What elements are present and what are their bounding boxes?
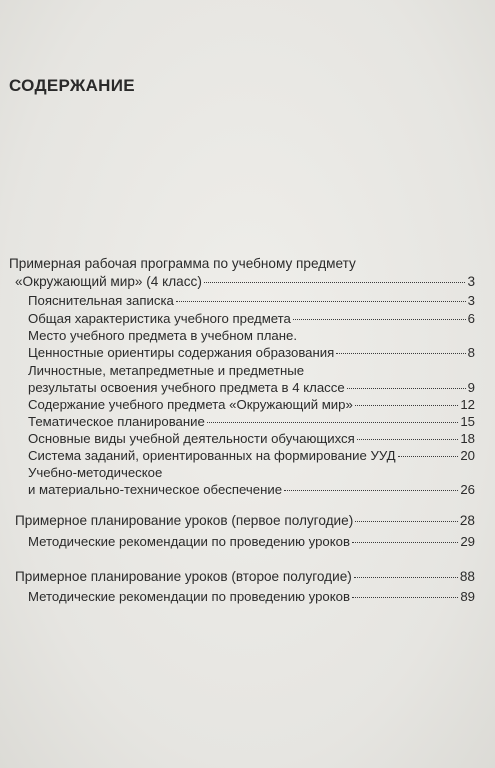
toc-item[interactable] bbox=[28, 345, 475, 361]
dot-leader bbox=[355, 521, 458, 522]
dot-leader bbox=[354, 577, 458, 578]
toc-page-number: 12 bbox=[460, 397, 475, 412]
toc-entry-label: Система заданий, ориентированных на формирование УУД bbox=[28, 448, 396, 463]
dot-leader bbox=[352, 597, 458, 598]
toc-section-2-entry[interactable] bbox=[15, 513, 475, 529]
toc-entry-label: Ценностные ориентиры содержания образования bbox=[28, 345, 335, 360]
toc-entry-label: Содержание учебного предмета «Окружающий мир» bbox=[28, 397, 353, 412]
dot-leader bbox=[398, 456, 459, 457]
toc-entry-label: Пояснительная записка bbox=[28, 293, 174, 308]
toc-page-number: 20 bbox=[460, 448, 475, 463]
dot-leader bbox=[336, 353, 465, 354]
toc-page-number: 6 bbox=[467, 311, 475, 326]
dot-leader bbox=[176, 301, 466, 302]
dot-leader bbox=[207, 422, 458, 423]
toc-page-number: 26 bbox=[460, 482, 475, 497]
dot-leader bbox=[352, 542, 458, 543]
toc-entry-label: Примерное планирование уроков (первое полугодие) bbox=[15, 513, 354, 528]
toc-entry-label: Методические рекомендации по проведению уроков bbox=[28, 534, 350, 549]
toc-item-line1: Личностные, метапредметные и предметные bbox=[28, 363, 305, 378]
page-title: СОДЕРЖАНИЕ bbox=[9, 76, 135, 95]
toc-entry-label: Общая характеристика учебного предмета bbox=[28, 311, 291, 326]
toc-entry-label: Примерное планирование уроков (второе полугодие) bbox=[15, 569, 352, 584]
toc-page-number: 28 bbox=[459, 513, 475, 528]
toc-item[interactable] bbox=[28, 534, 475, 550]
toc-item-line1: Учебно-методическое bbox=[28, 465, 163, 480]
toc-item[interactable] bbox=[28, 589, 475, 605]
toc-section-1-title-line1: Примерная рабочая программа по учебному предмету bbox=[9, 256, 356, 271]
dot-leader bbox=[204, 282, 466, 283]
toc-page-number: 3 bbox=[467, 293, 475, 308]
toc-entry-label: и материально-техническое обеспечение bbox=[28, 482, 283, 497]
toc-page-number: 9 bbox=[467, 380, 475, 395]
toc-item[interactable] bbox=[28, 448, 475, 464]
toc-section-3-entry[interactable] bbox=[15, 569, 475, 585]
toc-page-number: 8 bbox=[467, 345, 475, 360]
toc-page-number: 15 bbox=[460, 414, 475, 429]
toc-item[interactable] bbox=[28, 293, 475, 309]
toc-page-number: 88 bbox=[459, 569, 475, 584]
toc-entry-label: Тематическое планирование bbox=[28, 414, 205, 429]
dot-leader bbox=[284, 490, 458, 491]
toc-page-number: 89 bbox=[460, 589, 475, 604]
toc-item[interactable] bbox=[28, 414, 475, 430]
toc-item-line1: Место учебного предмета в учебном плане. bbox=[28, 328, 298, 343]
dot-leader bbox=[357, 439, 459, 440]
toc-item[interactable] bbox=[28, 397, 475, 413]
toc-page-number: 29 bbox=[460, 534, 475, 549]
toc-page-number: 18 bbox=[460, 431, 475, 446]
toc-item[interactable] bbox=[28, 311, 475, 327]
toc-item[interactable] bbox=[28, 431, 475, 447]
toc-entry-label: Методические рекомендации по проведению уроков bbox=[28, 589, 350, 604]
toc-item[interactable] bbox=[28, 482, 475, 498]
dot-leader bbox=[293, 319, 466, 320]
toc-entry-label: результаты освоения учебного предмета в 4 классе bbox=[28, 380, 345, 395]
dot-leader bbox=[355, 405, 459, 406]
toc-entry-label: Основные виды учебной деятельности обучающихся bbox=[28, 431, 355, 446]
toc-page-number: 3 bbox=[467, 274, 475, 289]
toc-item[interactable] bbox=[28, 380, 475, 396]
toc-entry-label: «Окружающий мир» (4 класс) bbox=[15, 274, 202, 289]
toc-section-1-entry[interactable] bbox=[15, 274, 475, 290]
dot-leader bbox=[347, 388, 466, 389]
